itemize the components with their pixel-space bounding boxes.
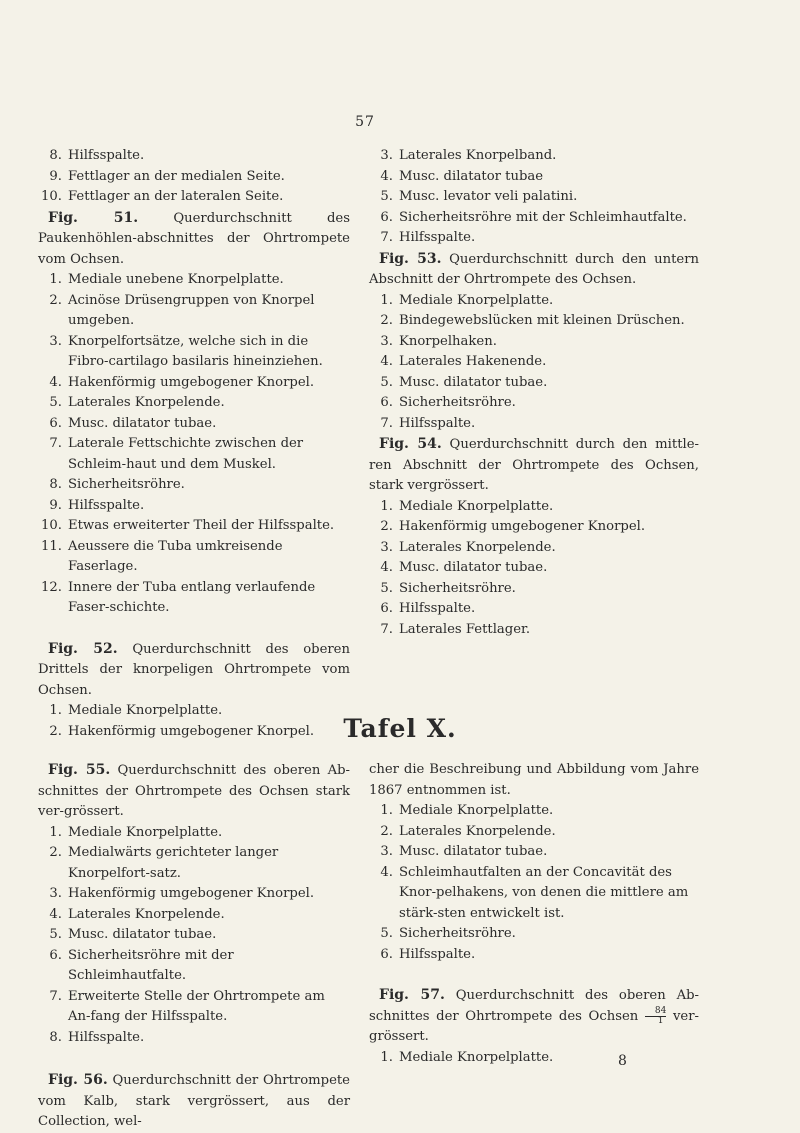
list-item xyxy=(38,1028,350,1049)
fraction-numerator: 84 xyxy=(654,1005,667,1016)
fig-57-caption xyxy=(369,985,699,1048)
item-number: 6. xyxy=(380,395,393,410)
list-item xyxy=(369,822,699,843)
list-item xyxy=(38,434,350,475)
item-text: Musc. dilatator tubae. xyxy=(399,844,548,859)
item-number: 10. xyxy=(41,518,62,533)
item-number: 1. xyxy=(49,272,62,287)
item-text: Aeussere die Tuba umkreisende Faserlage. xyxy=(68,538,283,574)
item-number: 1. xyxy=(380,1049,393,1065)
list-item xyxy=(38,843,350,884)
item-number: 3. xyxy=(49,886,62,901)
list-item xyxy=(369,863,699,925)
list-item xyxy=(369,187,699,208)
bottom-right-column xyxy=(369,760,699,1068)
list-item xyxy=(369,393,699,414)
fig-51-text: Querdurchschnitt des Paukenhöhlen-abschnittes der Ohrtrompete vom Ochsen. xyxy=(38,210,350,267)
item-text: Laterales Hakenende. xyxy=(399,354,547,369)
fig-52-text: Querdurchschnitt des oberen Drittels der knorpeligen Ohrtrompete vom Ochsen. xyxy=(38,641,350,698)
bottom-left-column xyxy=(38,760,350,1133)
item-text: Laterale Fettschichte zwischen der Schleim-haut und dem Muskel. xyxy=(68,436,304,472)
item-text: Hakenförmig umgebogener Knorpel. xyxy=(68,723,315,739)
list-item xyxy=(38,884,350,905)
list-item xyxy=(38,475,350,496)
item-text: Sicherheitsröhre. xyxy=(399,580,516,596)
list-item xyxy=(38,987,350,1028)
item-text: Sicherheitsröhre. xyxy=(68,477,185,492)
list-item xyxy=(38,270,350,291)
list-item xyxy=(369,517,699,538)
item-number: 2. xyxy=(49,292,62,308)
item-number: 3. xyxy=(380,539,393,555)
item-text: Erweiterte Stelle der Ohrtrompete am An-fang der Hilfsspalte. xyxy=(68,988,325,1024)
item-text: Fettlager an der lateralen Seite. xyxy=(68,189,284,204)
fig-55-label: Fig. 55. xyxy=(48,762,111,778)
item-text: Musc. dilatator tubae. xyxy=(399,374,548,390)
item-text: Laterales Knorpelende. xyxy=(68,395,225,410)
signature-mark: 8 xyxy=(618,1053,627,1069)
list-item xyxy=(369,945,699,966)
item-text: Hilfsspalte. xyxy=(68,1029,145,1045)
list-fig-53 xyxy=(369,291,699,435)
item-number: 5. xyxy=(49,927,62,942)
list-item xyxy=(369,599,699,620)
item-text: Hakenförmig umgebogener Knorpel. xyxy=(399,519,646,534)
item-number: 4. xyxy=(380,560,393,575)
item-number: 6. xyxy=(380,946,393,962)
list-fig-55 xyxy=(38,823,350,1049)
item-text: Musc. dilatator tubae. xyxy=(399,560,548,575)
list-item xyxy=(38,146,350,167)
item-number: 4. xyxy=(380,864,393,880)
item-text: Laterales Knorpelende. xyxy=(399,823,556,839)
list-item xyxy=(38,578,350,619)
item-number: 6. xyxy=(380,209,393,225)
item-text: Etwas erweiterter Theil der Hilfsspalte. xyxy=(68,518,335,533)
item-text: Mediale Knorpelplatte. xyxy=(399,803,554,818)
list-item xyxy=(369,1048,699,1069)
item-text: Mediale Knorpelplatte. xyxy=(399,292,554,308)
list-item xyxy=(369,208,699,229)
fig-53-caption xyxy=(369,249,699,291)
list-item xyxy=(369,311,699,332)
item-number: 1. xyxy=(49,703,62,718)
fig-54-text: Querdurchschnitt durch den mittle-ren Abschnitt der Ohrtrompete des Ochsen, stark vergrössert. xyxy=(369,437,699,493)
item-text: Hilfsspalte. xyxy=(399,946,476,962)
list-item xyxy=(38,187,350,208)
list-item xyxy=(38,332,350,373)
list-item xyxy=(369,801,699,822)
item-text: Mediale Knorpelplatte. xyxy=(68,824,223,840)
item-number: 3. xyxy=(380,333,393,349)
list-item xyxy=(38,905,350,926)
item-number: 7. xyxy=(49,436,62,451)
item-number: 1. xyxy=(380,803,393,818)
item-number: 8. xyxy=(49,477,62,492)
fig-56-label: Fig. 56. xyxy=(48,1072,108,1088)
item-number: 4. xyxy=(380,354,393,369)
list-item xyxy=(369,497,699,518)
item-number: 9. xyxy=(49,497,62,513)
list-item xyxy=(38,414,350,435)
list-item xyxy=(38,925,350,946)
item-number: 9. xyxy=(49,168,62,184)
item-text: Mediale Knorpelplatte. xyxy=(399,1049,554,1065)
item-text: Acinöse Drüsengruppen von Knorpel umgeben. xyxy=(68,292,315,328)
list-item xyxy=(369,291,699,312)
list-item xyxy=(369,558,699,579)
list-item xyxy=(38,516,350,537)
item-text: Sicherheitsröhre mit der Schleimhautfalte. xyxy=(399,209,687,225)
item-number: 4. xyxy=(380,168,393,184)
item-number: 5. xyxy=(380,189,393,204)
list-fig-54 xyxy=(369,497,699,641)
list-item xyxy=(369,373,699,394)
list-item xyxy=(369,538,699,559)
item-text: Hilfsspalte. xyxy=(68,497,145,513)
item-text: Sicherheitsröhre mit der Schleimhautfalte. xyxy=(68,947,234,983)
item-number: 5. xyxy=(49,395,62,410)
item-number: 3. xyxy=(49,333,62,349)
item-text: Hilfsspalte. xyxy=(399,415,476,431)
list-item xyxy=(369,146,699,167)
list-item xyxy=(369,332,699,353)
list-item xyxy=(369,228,699,249)
fig-52-caption xyxy=(38,639,350,702)
item-text: Musc. dilatator tubae. xyxy=(68,927,217,942)
top-right-column xyxy=(369,146,699,640)
fig-57-text-b: ver-grössert. xyxy=(369,1008,699,1044)
item-number: 5. xyxy=(380,374,393,390)
fig-56-text: Querdurchschnitt der Ohrtrompete vom Kalb, stark vergrössert, aus der Collection, wel- xyxy=(38,1073,350,1129)
item-number: 4. xyxy=(49,374,62,390)
item-number: 10. xyxy=(41,189,62,204)
item-text: Fettlager an der medialen Seite. xyxy=(68,168,285,184)
item-text: Hakenförmig umgebogener Knorpel. xyxy=(68,374,315,390)
fig-52-label: Fig. 52. xyxy=(48,640,118,657)
item-number: 3. xyxy=(380,148,393,163)
item-text: Laterales Knorpelende. xyxy=(68,906,225,922)
item-number: 2. xyxy=(380,823,393,839)
section-heading: Tafel X. xyxy=(343,714,457,743)
fig-57-fraction xyxy=(645,1007,666,1026)
item-text: Musc. dilatator tubae xyxy=(399,168,544,184)
item-text: Knorpelfortsätze, welche sich in die Fibro-cartilago basilaris hineinziehen. xyxy=(68,333,323,369)
item-text: Sicherheitsröhre. xyxy=(399,926,516,941)
item-text: Musc. levator veli palatini. xyxy=(399,189,578,204)
item-number: 1. xyxy=(380,292,393,308)
top-left-column xyxy=(38,146,350,742)
item-text: Mediale unebene Knorpelplatte. xyxy=(68,272,284,287)
list-item xyxy=(38,393,350,414)
item-number: 7. xyxy=(49,988,62,1004)
fig-53-label: Fig. 53. xyxy=(379,250,442,267)
list-fig-56 xyxy=(369,801,699,965)
page-number: 57 xyxy=(355,114,375,130)
fig-51-label: Fig. 51. xyxy=(48,209,139,226)
list-item xyxy=(38,373,350,394)
item-text: Mediale Knorpelplatte. xyxy=(68,703,223,718)
item-number: 7. xyxy=(380,415,393,431)
fig-55-caption xyxy=(38,760,350,823)
item-text: Knorpelhaken. xyxy=(399,333,497,349)
list-top-right-a xyxy=(369,146,699,249)
item-number: 2. xyxy=(380,519,393,534)
list-item xyxy=(369,620,699,641)
item-number: 11. xyxy=(41,538,62,554)
item-text: Musc. dilatator tubae. xyxy=(68,415,217,431)
list-item xyxy=(38,291,350,332)
item-number: 7. xyxy=(380,621,393,637)
fig-56-caption xyxy=(38,1070,350,1133)
item-text: Bindegewebslücken mit kleinen Drüschen. xyxy=(399,313,685,328)
item-number: 12. xyxy=(41,579,62,595)
fig-57-text-a: Querdurchschnitt des oberen Ab-schnittes der Ohrtrompete des Ochsen xyxy=(369,988,699,1024)
fig-55-text: Querdurchschnitt des oberen Ab-schnittes der Ohrtrompete des Ochsen stark ver-grössert. xyxy=(38,763,350,819)
item-text: Hilfsspalte. xyxy=(399,601,476,616)
item-number: 1. xyxy=(49,824,62,840)
list-item xyxy=(369,924,699,945)
item-text: Mediale Knorpelplatte. xyxy=(399,498,554,514)
item-text: Schleimhautfalten an der Concavität des Knor-pelhakens, von denen die mittlere am stärk-sten entwickelt ist. xyxy=(399,864,689,921)
item-number: 2. xyxy=(49,845,62,860)
list-fig-51 xyxy=(38,270,350,619)
item-text: Laterales Knorpelband. xyxy=(399,148,557,163)
item-text: Innere der Tuba entlang verlaufende Faser-schichte. xyxy=(68,579,316,615)
item-number: 3. xyxy=(380,844,393,859)
item-number: 6. xyxy=(49,947,62,963)
item-number: 4. xyxy=(49,906,62,922)
fig-51-caption xyxy=(38,208,350,271)
item-number: 2. xyxy=(380,313,393,328)
fig-57-label: Fig. 57. xyxy=(379,987,445,1003)
list-top-left-a xyxy=(38,146,350,208)
list-item xyxy=(369,842,699,863)
item-text: Sicherheitsröhre. xyxy=(399,395,516,410)
list-item xyxy=(38,496,350,517)
list-fig-57 xyxy=(369,1048,699,1069)
item-text: Medialwärts gerichteter langer Knorpelfort-satz. xyxy=(68,845,279,881)
item-text: Hilfsspalte. xyxy=(399,230,476,245)
list-item xyxy=(38,537,350,578)
fraction-denominator: 1 xyxy=(645,1016,666,1026)
fig-56-continuation: cher die Beschreibung und Abbildung vom Jahre 1867 entnommen ist. xyxy=(369,762,699,798)
item-number: 8. xyxy=(49,148,62,163)
fig-54-label: Fig. 54. xyxy=(379,436,442,452)
item-number: 2. xyxy=(49,723,62,739)
item-number: 6. xyxy=(49,415,62,431)
list-item xyxy=(369,167,699,188)
list-item xyxy=(38,946,350,987)
list-item xyxy=(369,579,699,600)
item-number: 5. xyxy=(380,580,393,596)
item-number: 1. xyxy=(380,498,393,514)
list-item xyxy=(38,167,350,188)
list-item xyxy=(38,823,350,844)
list-item xyxy=(369,352,699,373)
item-number: 7. xyxy=(380,230,393,245)
item-text: Laterales Knorpelende. xyxy=(399,539,556,555)
fig-54-caption xyxy=(369,434,699,497)
item-text: Laterales Fettlager. xyxy=(399,621,531,637)
list-item xyxy=(369,414,699,435)
item-number: 6. xyxy=(380,601,393,616)
item-text: Hilfsspalte. xyxy=(68,148,145,163)
item-number: 8. xyxy=(49,1029,62,1045)
item-number: 5. xyxy=(380,926,393,941)
fig-53-text: Querdurchschnitt durch den untern Abschnitt der Ohrtrompete des Ochsen. xyxy=(369,251,699,287)
item-text: Hakenförmig umgebogener Knorpel. xyxy=(68,886,315,901)
